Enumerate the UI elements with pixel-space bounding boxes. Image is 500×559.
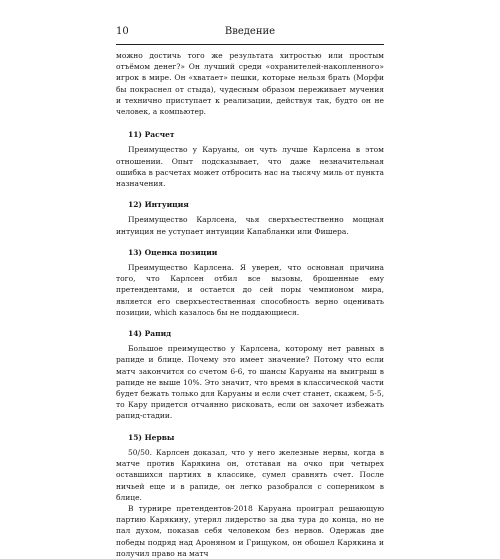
page-number: 10 — [116, 26, 129, 37]
section-title-calculation: 11) Расчет — [128, 130, 175, 140]
section-title-intuition: 12) Интуиция — [128, 200, 189, 210]
running-title: Введение — [224, 26, 276, 37]
section-title-nerves: 15) Нервы — [128, 432, 175, 442]
section-text-candidates: В турнире претендентов-2018 Каруана проиграл решающую партию Карякину, утерял лидерство за два тура до конца, но не пал духом, показав себя человеком без нервов. Одержав две победы подряд над Ароняном и Грищуком, он обошел Карякина и получил право на матч — [116, 503, 384, 558]
page-header — [116, 26, 384, 40]
section-title-evaluation: 13) Оценка позиции — [128, 247, 218, 257]
page-body — [116, 50, 384, 559]
section-title-rapid: 14) Рапид — [128, 329, 172, 339]
header-rule — [116, 44, 384, 45]
section-text-intuition: Преимущество Карлсена, чья сверхъестественно мощная интуиция не уступает интуиции Капабланки или Фишера. — [116, 215, 384, 236]
section-text-calculation: Преимущество у Каруаны, он чуть лучше Карлсена в этом отношении. Опыт подсказывает, что даже незначительная ошибка в расчетах может отбросить нас на тысячу миль от пункта назначения. — [116, 145, 384, 189]
intro-paragraph: можно достичь того же результата хитростью или простым отъёмом денег?» Он лучший среди «охранителей-накопленного» игрок в мире. Он «хватает» пешки, которые нельзя брать (Морфи бы покраснел от стыда), чудесным образом переживает мучения и технично приступает к реализации, действуя так, будто он не человек, а компьютер. — [116, 51, 384, 117]
section-text-evaluation: Преимущество Карлсена. Я уверен, что основная причина того, что Карлсен отбил все вызовы, брошенные ему претендентами, и остается до сей поры чемпионом мира, является его сверхъестественная способность верно оценивать позиции, which казалось бы не поддающиеся. — [116, 263, 384, 317]
section-text-rapid: Большое преимущество у Карлсена, которому нет равных в рапиде и блице. Почему это имеет значение? Потому что если матч закончится со счетом 6-6, то шансы Каруаны на выигрыш в рапиде не выше 10%. Это значит, что время в классической части будет бежать только для Каруаны и если счет станет, скажем, 5-5, то Кару придется отчаянно рисковать, если он захочет избежать рапид-стадии. — [116, 344, 384, 421]
section-text-nerves: 50/50. Карлсен доказал, что у него железные нервы, когда в матче против Карякина он, отставая на очко при четырех оставшихся партиях в классике, сумел сравнять счет. После ничьей еще и в рапиде, он легко разобрался с соперником в блице. — [116, 447, 384, 502]
